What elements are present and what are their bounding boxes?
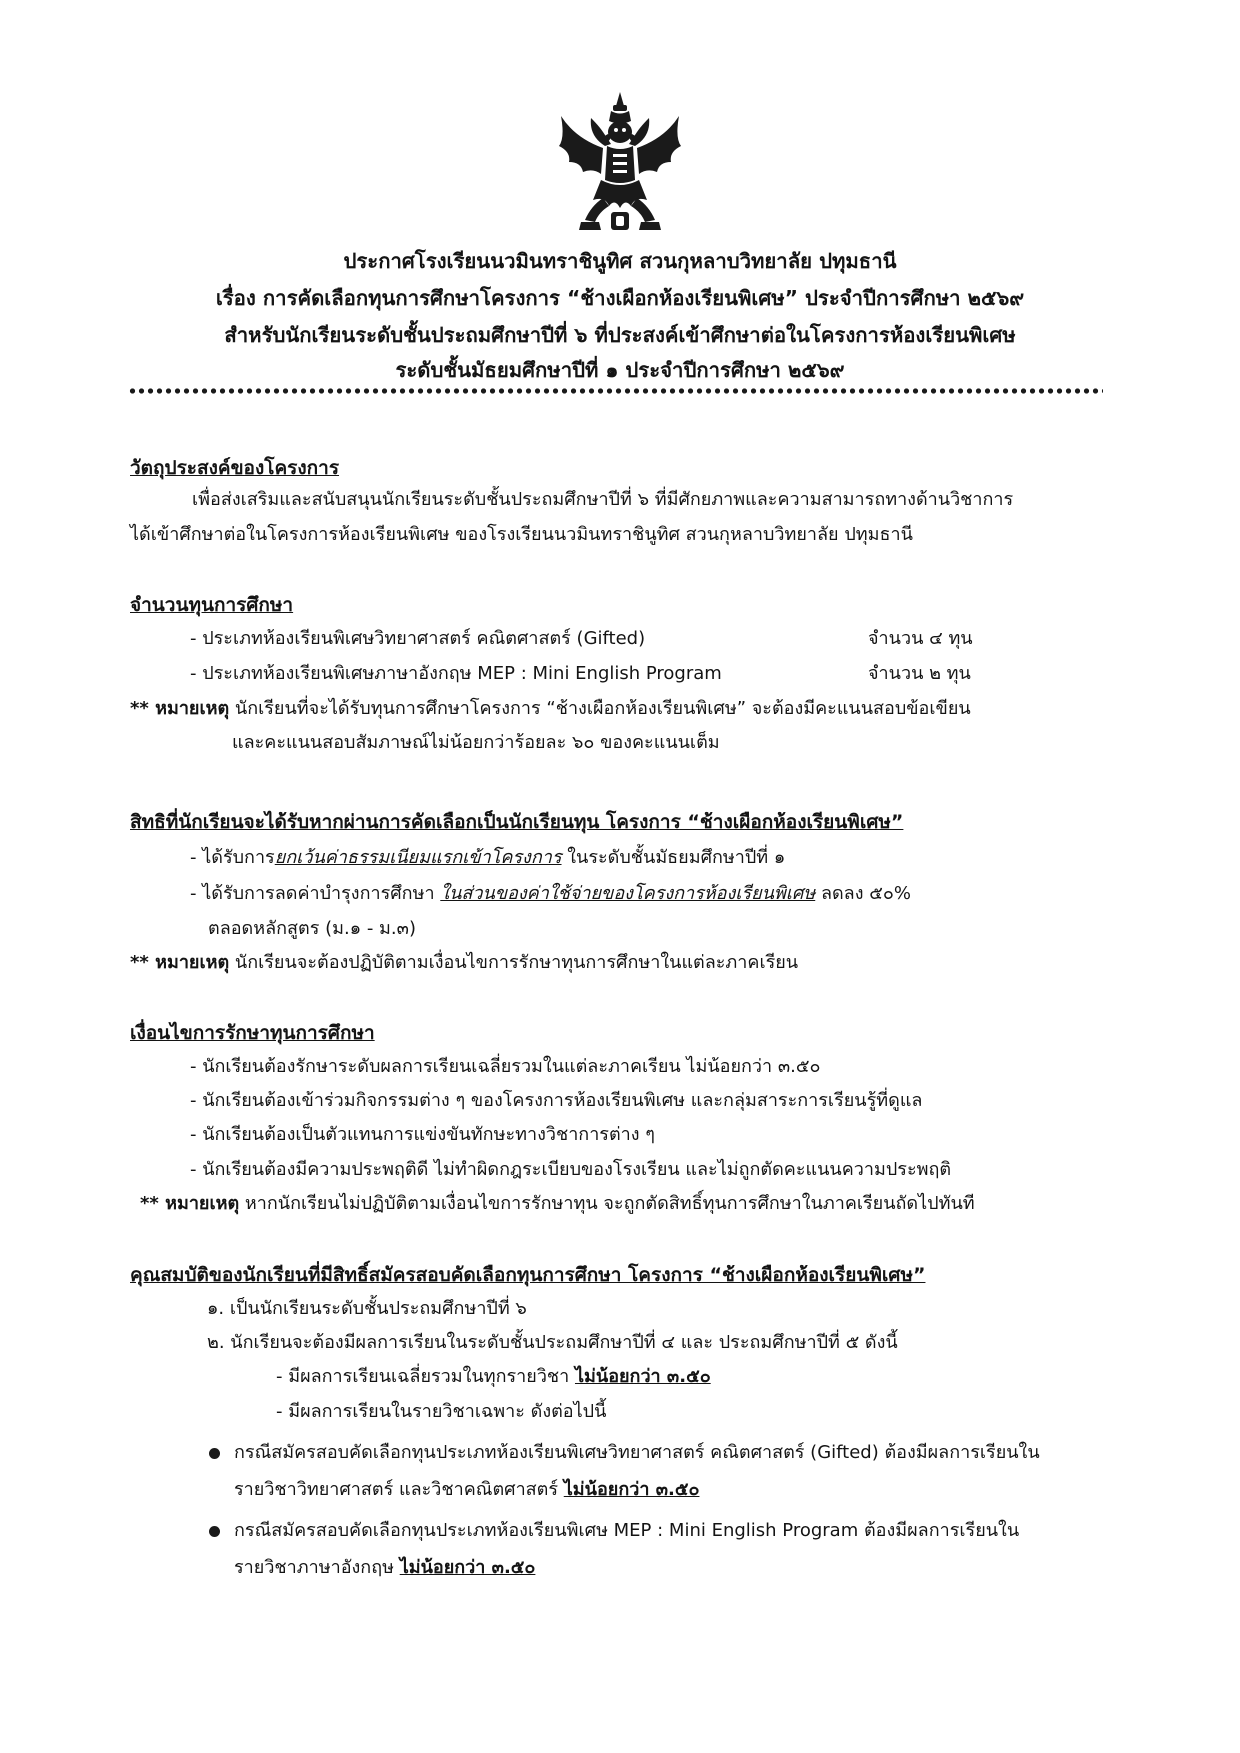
objective-heading: วัตถุประสงค์ของโครงการ [130, 457, 340, 479]
qualification-bullet-gifted-line2 [234, 1477, 699, 1503]
condition-item: - นักเรียนต้องรักษาระดับผลการเรียนเฉลี่ยรวมในแต่ละภาคเรียน ไม่น้อยกว่า ๓.๕๐ [190, 1056, 821, 1077]
note-text: หากนักเรียนไม่ปฏิบัติตามเงื่อนไขการรักษาทุน จะถูกตัดสิทธิ์ทุนการศึกษาในภาคเรียนถัดไปทันที [239, 1193, 975, 1214]
qualification-bullet-mep-line2 [234, 1555, 535, 1581]
condition-item: - นักเรียนต้องเป็นตัวแทนการแข่งขันทักษะทางวิชาการต่าง ๆ [190, 1124, 655, 1145]
qualification-item-1: ๑. เป็นนักเรียนระดับชั้นประถมศึกษาปีที่ ๖ [207, 1298, 527, 1319]
objective-text-line1: เพื่อส่งเสริมและสนับสนุนนักเรียนระดับชั้นประถมศึกษาปีที่ ๖ ที่มีศักยภาพและความสามารถทางด้านวิชาการ [192, 489, 1014, 510]
qualification-sub-2: - มีผลการเรียนในรายวิชาเฉพาะ ดังต่อไปนี้ [276, 1401, 607, 1422]
qualifications-heading: คุณสมบัติของนักเรียนที่มีสิทธิ์สมัครสอบคัดเลือกทุนการศึกษา โครงการ “ช้างเผือกห้องเรียนพิเศษ” [130, 1264, 926, 1286]
rights-item-2-emphasis: ในส่วนของค่าใช้จ่ายของโครงการห้องเรียนพิเศษ [440, 883, 816, 904]
scholarship-note-line2: และคะแนนสอบสัมภาษณ์ไม่น้อยกว่าร้อยละ ๖๐ ของคะแนนเต็ม [232, 732, 720, 753]
bullet-icon [209, 1448, 220, 1459]
rights-note [130, 950, 798, 976]
qualification-bullet-mep: กรณีสมัครสอบคัดเลือกทุนประเภทห้องเรียนพิเศษ MEP : Mini English Program ต้องมีผลการเรียนใน [234, 1520, 1020, 1541]
announcement-level: ระดับชั้นมัธยมศึกษาปีที่ ๑ ประจำปีการศึกษา ๒๕๖๙ [395, 358, 845, 382]
dotted-divider [128, 388, 1103, 394]
qualification-bullet-mep-subject: รายวิชาภาษาอังกฤษ [234, 1557, 400, 1578]
note-label: ** หมายเหตุ [130, 698, 230, 719]
note-text: นักเรียนที่จะได้รับทุนการศึกษาโครงการ “ช้างเผือกห้องเรียนพิเศษ” จะต้องมีคะแนนสอบข้อเขียน [229, 698, 971, 719]
note-label: ** หมายเหตุ [140, 1193, 240, 1214]
rights-item-2-text: - ได้รับการลดค่าบำรุงการศึกษา [190, 883, 441, 904]
scholarship-count-gifted: จำนวน ๔ ทุน [868, 628, 973, 649]
announcement-title: ประกาศโรงเรียนนวมินทราชินูทิศ สวนกุหลาบวิทยาลัย ปทุมธานี [343, 249, 897, 273]
note-text: นักเรียนจะต้องปฏิบัติตามเงื่อนไขการรักษาทุนการศึกษาในแต่ละภาคเรียน [229, 952, 799, 973]
objective-text-line2: ได้เข้าศึกษาต่อในโครงการห้องเรียนพิเศษ ของโรงเรียนนวมินทราชินูทิศ สวนกุหลาบวิทยาลัย ปทุมธานี [130, 524, 913, 545]
scholarship-item-gifted: - ประเภทห้องเรียนพิเศษวิทยาศาสตร์ คณิตศาสตร์ (Gifted) [190, 628, 646, 649]
conditions-heading: เงื่อนไขการรักษาทุนการศึกษา [130, 1022, 375, 1044]
scholarship-count-mep: จำนวน ๒ ทุน [868, 663, 971, 684]
rights-item-2-tail: ลดลง ๕๐% [815, 883, 911, 904]
rights-heading: สิทธิที่นักเรียนจะได้รับหากผ่านการคัดเลือกเป็นนักเรียนทุน โครงการ “ช้างเผือกห้องเรียนพิเศษ” [130, 811, 904, 833]
rights-item-2 [190, 881, 911, 907]
announcement-subject: เรื่อง การคัดเลือกทุนการศึกษาโครงการ “ช้างเผือกห้องเรียนพิเศษ” ประจำปีการศึกษา ๒๕๖๙ [215, 286, 1025, 310]
note-label: ** หมายเหตุ [130, 952, 230, 973]
rights-item-1-tail: ในระดับชั้นมัธยมศึกษาปีที่ ๑ [561, 847, 786, 868]
garuda-emblem-icon [555, 88, 685, 236]
rights-item-1 [190, 845, 785, 871]
condition-item: - นักเรียนต้องเข้าร่วมกิจกรรมต่าง ๆ ของโครงการห้องเรียนพิเศษ และกลุ่มสาระการเรียนรู้ที่ดูแล [190, 1090, 923, 1111]
bullet-icon [209, 1526, 220, 1537]
scholarship-note [130, 696, 971, 722]
gpa-requirement: ไม่น้อยกว่า ๓.๕๐ [574, 1366, 711, 1387]
condition-item: - นักเรียนต้องมีความประพฤติดี ไม่ทำผิดกฎระเบียบของโรงเรียน และไม่ถูกตัดคะแนนความประพฤติ [190, 1159, 952, 1180]
gpa-requirement: ไม่น้อยกว่า ๓.๕๐ [563, 1479, 700, 1500]
gpa-requirement: ไม่น้อยกว่า ๓.๕๐ [399, 1557, 536, 1578]
qualification-sub-1 [276, 1364, 711, 1390]
conditions-note [140, 1191, 975, 1217]
qualification-bullet-gifted: กรณีสมัครสอบคัดเลือกทุนประเภทห้องเรียนพิเศษวิทยาศาสตร์ คณิตศาสตร์ (Gifted) ต้องมีผลการเรียนใน [234, 1442, 1040, 1463]
scholarship-item-mep: - ประเภทห้องเรียนพิเศษภาษาอังกฤษ MEP : Mini English Program [190, 663, 722, 684]
qualification-bullet-gifted-subjects: รายวิชาวิทยาศาสตร์ และวิชาคณิตศาสตร์ [234, 1479, 564, 1500]
rights-item-1-emphasis: ยกเว้นค่าธรรมเนียมแรกเข้าโครงการ [274, 847, 562, 868]
qualification-sub-1-text: - มีผลการเรียนเฉลี่ยรวมในทุกรายวิชา [276, 1366, 575, 1387]
rights-item-2-line2: ตลอดหลักสูตร (ม.๑ - ม.๓) [208, 918, 416, 939]
rights-item-1-text: - ได้รับการ [190, 847, 275, 868]
announcement-target: สำหรับนักเรียนระดับชั้นประถมศึกษาปีที่ ๖ ที่ประสงค์เข้าศึกษาต่อในโครงการห้องเรียนพิเศษ [224, 323, 1016, 347]
scholarship-count-heading: จำนวนทุนการศึกษา [130, 594, 294, 616]
qualification-item-2: ๒. นักเรียนจะต้องมีผลการเรียนในระดับชั้นประถมศึกษาปีที่ ๔ และ ประถมศึกษาปีที่ ๕ ดังนี้ [207, 1332, 898, 1353]
